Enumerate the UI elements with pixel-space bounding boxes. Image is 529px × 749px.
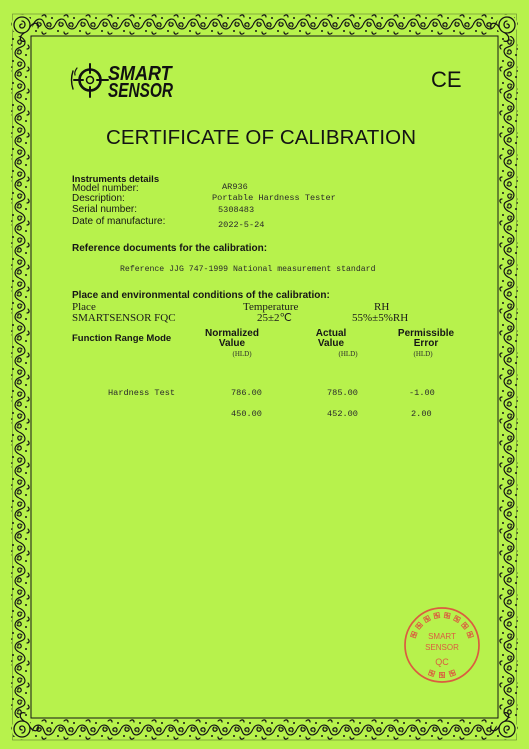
result-row-2-error: 2.00	[411, 409, 432, 419]
stamp-text-line3: QC	[435, 657, 449, 667]
crosshair-logo-icon	[70, 62, 110, 100]
results-header-error	[386, 329, 466, 349]
conditions-value-temperature: 25±2℃	[257, 311, 292, 324]
unit-label-actual: (HLD)	[338, 349, 358, 358]
result-row-1-function: Hardness Test	[108, 388, 176, 398]
result-row-2-normalized: 450.00	[231, 409, 262, 419]
field-label-description: Description:	[72, 193, 125, 204]
unit-label-error: (HLD)	[413, 349, 433, 358]
result-row-1-normalized: 786.00	[231, 388, 262, 398]
conditions-value-rh: 55%±5%RH	[352, 311, 409, 324]
ce-mark: CE	[431, 67, 462, 92]
field-value-description: Portable Hardness Tester	[212, 193, 336, 203]
stamp-text-line2: SENSOR	[425, 643, 459, 652]
results-header-actual-line1: Actual	[315, 328, 347, 339]
field-value-model: AR936	[222, 182, 248, 192]
results-header-actual-line2: Value	[317, 338, 345, 349]
result-row-1-error: -1.00	[409, 388, 435, 398]
results-header-error-line2: Error	[413, 338, 439, 349]
conditions-header-temperature: Temperature	[243, 300, 299, 313]
reference-text: Reference JJG 747-1999 National measurement standard	[120, 265, 376, 274]
field-label-model: Model number:	[72, 183, 139, 194]
field-label-serial: Serial number:	[72, 204, 138, 215]
results-header-normalized-line2: Value	[218, 338, 246, 349]
logo-text-sensor: SENSOR	[108, 80, 174, 102]
results-header-normalized	[192, 329, 272, 349]
logo-text-smart: SMART	[108, 63, 172, 85]
conditions-heading: Place and environmental conditions of the calibration:	[72, 290, 330, 301]
field-label-date: Date of manufacture:	[72, 216, 166, 227]
result-row-2-actual: 452.00	[327, 409, 358, 419]
reference-heading: Reference documents for the calibration:	[72, 243, 268, 254]
instruments-heading: Instruments details	[72, 174, 160, 185]
conditions-value-place: SMARTSENSOR FQC	[72, 311, 176, 324]
conditions-header-rh: RH	[374, 300, 390, 313]
stamp-text-line1: SMART	[428, 632, 456, 641]
certificate-title: CERTIFICATE OF CALIBRATION	[106, 126, 417, 149]
field-value-date: 2022-5-24	[218, 220, 265, 230]
unit-label-normalized: (HLD)	[232, 349, 252, 358]
results-header-error-line1: Permissible	[397, 328, 455, 339]
result-row-1-actual: 785.00	[327, 388, 358, 398]
results-header-function: Function Range Mode	[72, 333, 172, 344]
results-header-actual	[291, 329, 371, 349]
results-header-normalized-line1: Normalized	[205, 328, 259, 339]
conditions-header-place: Place	[72, 300, 96, 313]
qc-stamp	[402, 605, 482, 685]
field-value-serial: 5308483	[218, 205, 255, 215]
